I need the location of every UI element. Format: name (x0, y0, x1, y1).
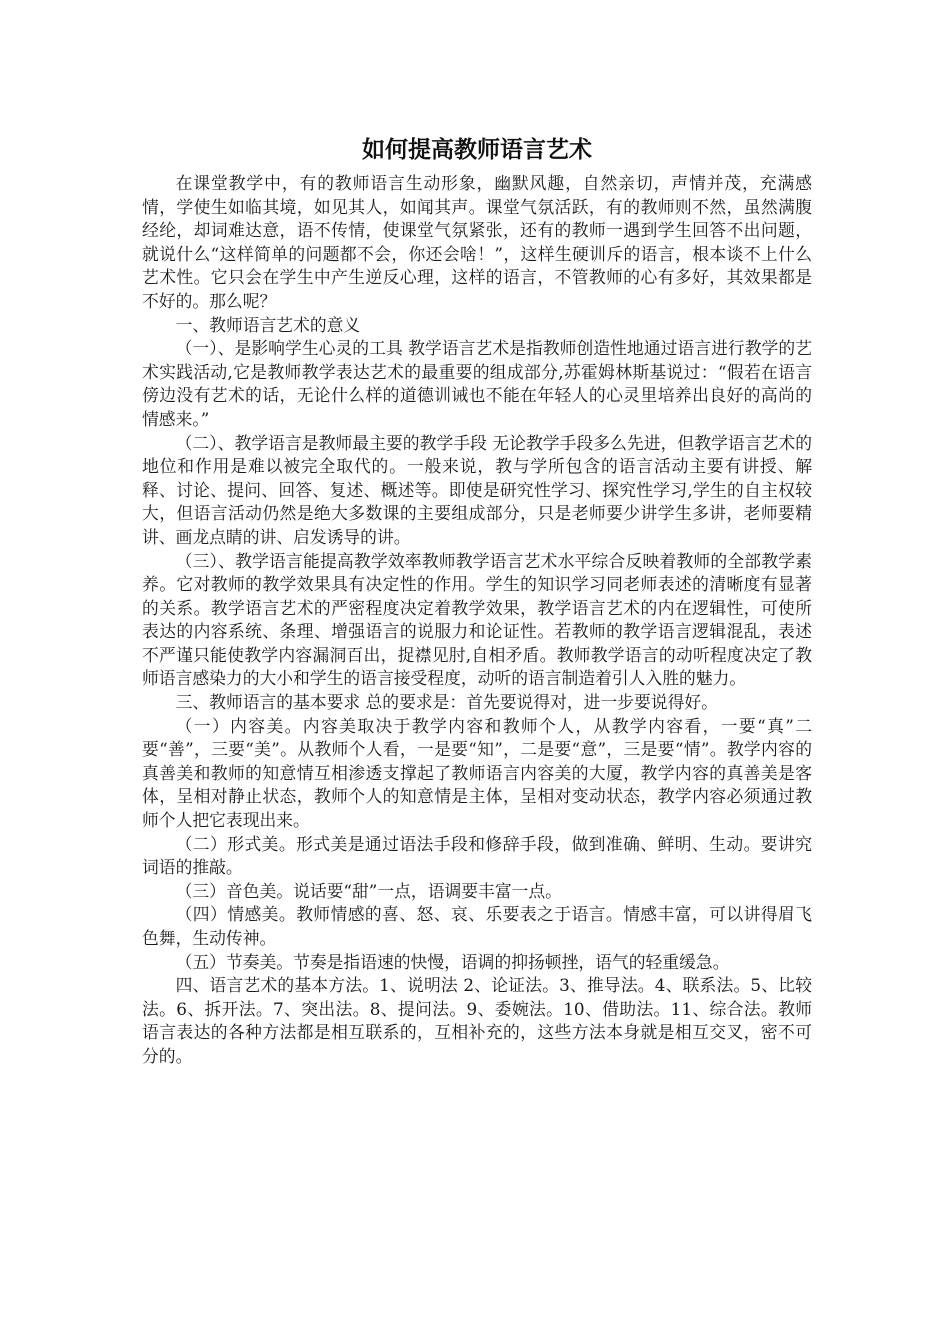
paragraph-meaning-2: （二）、教学语言是教师最主要的教学手段 无论教学手段多么先进，但教学语言艺术的地位和作用是难以被完全取代的。一般来说，教与学所包含的语言活动主要有讲授、解释、讨论、提问、回答、复述、概述等。即使是研究性学习、探究性学习,学生的自主权较大，但语言活动仍然是绝大多数课的主要组成部分，只是老师要少讲学生多讲，老师要精讲、画龙点睛的讲、启发诱导的讲。 (142, 432, 812, 547)
paragraph-methods: 四、语言艺术的基本方法。1、说明法 2、论证法。3、推导法。4、联系法。5、比较法。6、拆开法。7、突出法。8、提问法。9、委婉法。10、借助法。11、综合法。教师语言表达的各种方法都是相互联系的，互相补充的，这些方法本身就是相互交叉，密不可分的。 (142, 975, 812, 1066)
paragraph-intro: 在课堂教学中，有的教师语言生动形象，幽默风趣，自然亲切，声情并茂，充满感情，学使生如临其境，如见其人，如闻其声。课堂气氛活跃，有的教师则不然，虽然满腹经纶，却词难达意，语不传情，使课堂气氛紧张，还有的教师一遇到学生回答不出问题，就说什么“这样简单的问题都不会，你还会啥！”，这样生硬训斥的语言，根本谈不上什么艺术性。它只会在学生中产生逆反心理，这样的语言，不管教师的心有多好，其效果都是不好的。那么呢？ (142, 173, 812, 311)
paragraph-tone-beauty: （三）音色美。说话要“甜”一点，语调要丰富一点。 (175, 880, 562, 901)
document-title: 如何提高教师语言艺术 (362, 137, 592, 163)
paragraph-form-beauty: （二）形式美。形式美是通过语法手段和修辞手段，做到准确、鲜明、生动。要讲究词语的推敲。 (142, 833, 812, 878)
paragraph-meaning-3: （三）、教学语言能提高教学效率教师教学语言艺术水平综合反映着教师的全部教学素养。它对教师的教学效果具有决定性的作用。学生的知识学习同老师表述的清晰度有显著的关系。教学语言艺术的严密程度决定着教学效果，教学语言艺术的内在逻辑性，可使所表达的内容系统、条理、增强语言的说服力和论证性。若教师的教学语言逻辑混乱，表述不严谨只能使教学内容漏洞百出，捉襟见肘,自相矛盾。教师教学语言的动听程度决定了教师语言感染力的大小和学生的语言接受程度，动听的语言制造着引人入胜的魅力。 (142, 550, 812, 689)
document-body (142, 134, 812, 1069)
paragraph-rhythm-beauty: （五）节奏美。节奏是指语速的快慢，语调的抑扬顿挫，语气的轻重缓急。 (175, 951, 730, 972)
paragraph-meaning-1: （一）、是影响学生心灵的工具 教学语言艺术是指教师创造性地通过语言进行教学的艺术实践活动,它是教师教学表达艺术的最重要的组成部分,苏霍姆林斯基说过：“假若在语言傍边没有艺术的话，无论什么样的道德训诫也不能在年轻人的心灵里培养出良好的高尚的情感来。” (142, 338, 812, 429)
section-heading-meaning: 一、教师语言艺术的意义 (175, 314, 361, 335)
section-heading-requirements: 三、教师语言的基本要求 总的要求是：首先要说得对，进一步要说得好。 (175, 692, 718, 713)
paragraph-content-beauty: （一）内容美。内容美取决于教学内容和教师个人，从教学内容看，一要“真”二要“善”，三要“美”。从教师个人看，一是要“知”，二是要“意”，三是要“情”。教学内容的真善美和教师的知意情互相渗透支撑起了教师语言内容美的大厦，教学内容的真善美是客体，呈相对静止状态，教师个人的知意情是主体，呈相对变动状态，教学内容必须通过教师个人把它表现出来。 (142, 715, 812, 831)
paragraph-emotion-beauty: （四）情感美。教师情感的喜、怒、哀、乐要表之于语言。情感丰富，可以讲得眉飞色舞，生动传神。 (142, 904, 812, 948)
